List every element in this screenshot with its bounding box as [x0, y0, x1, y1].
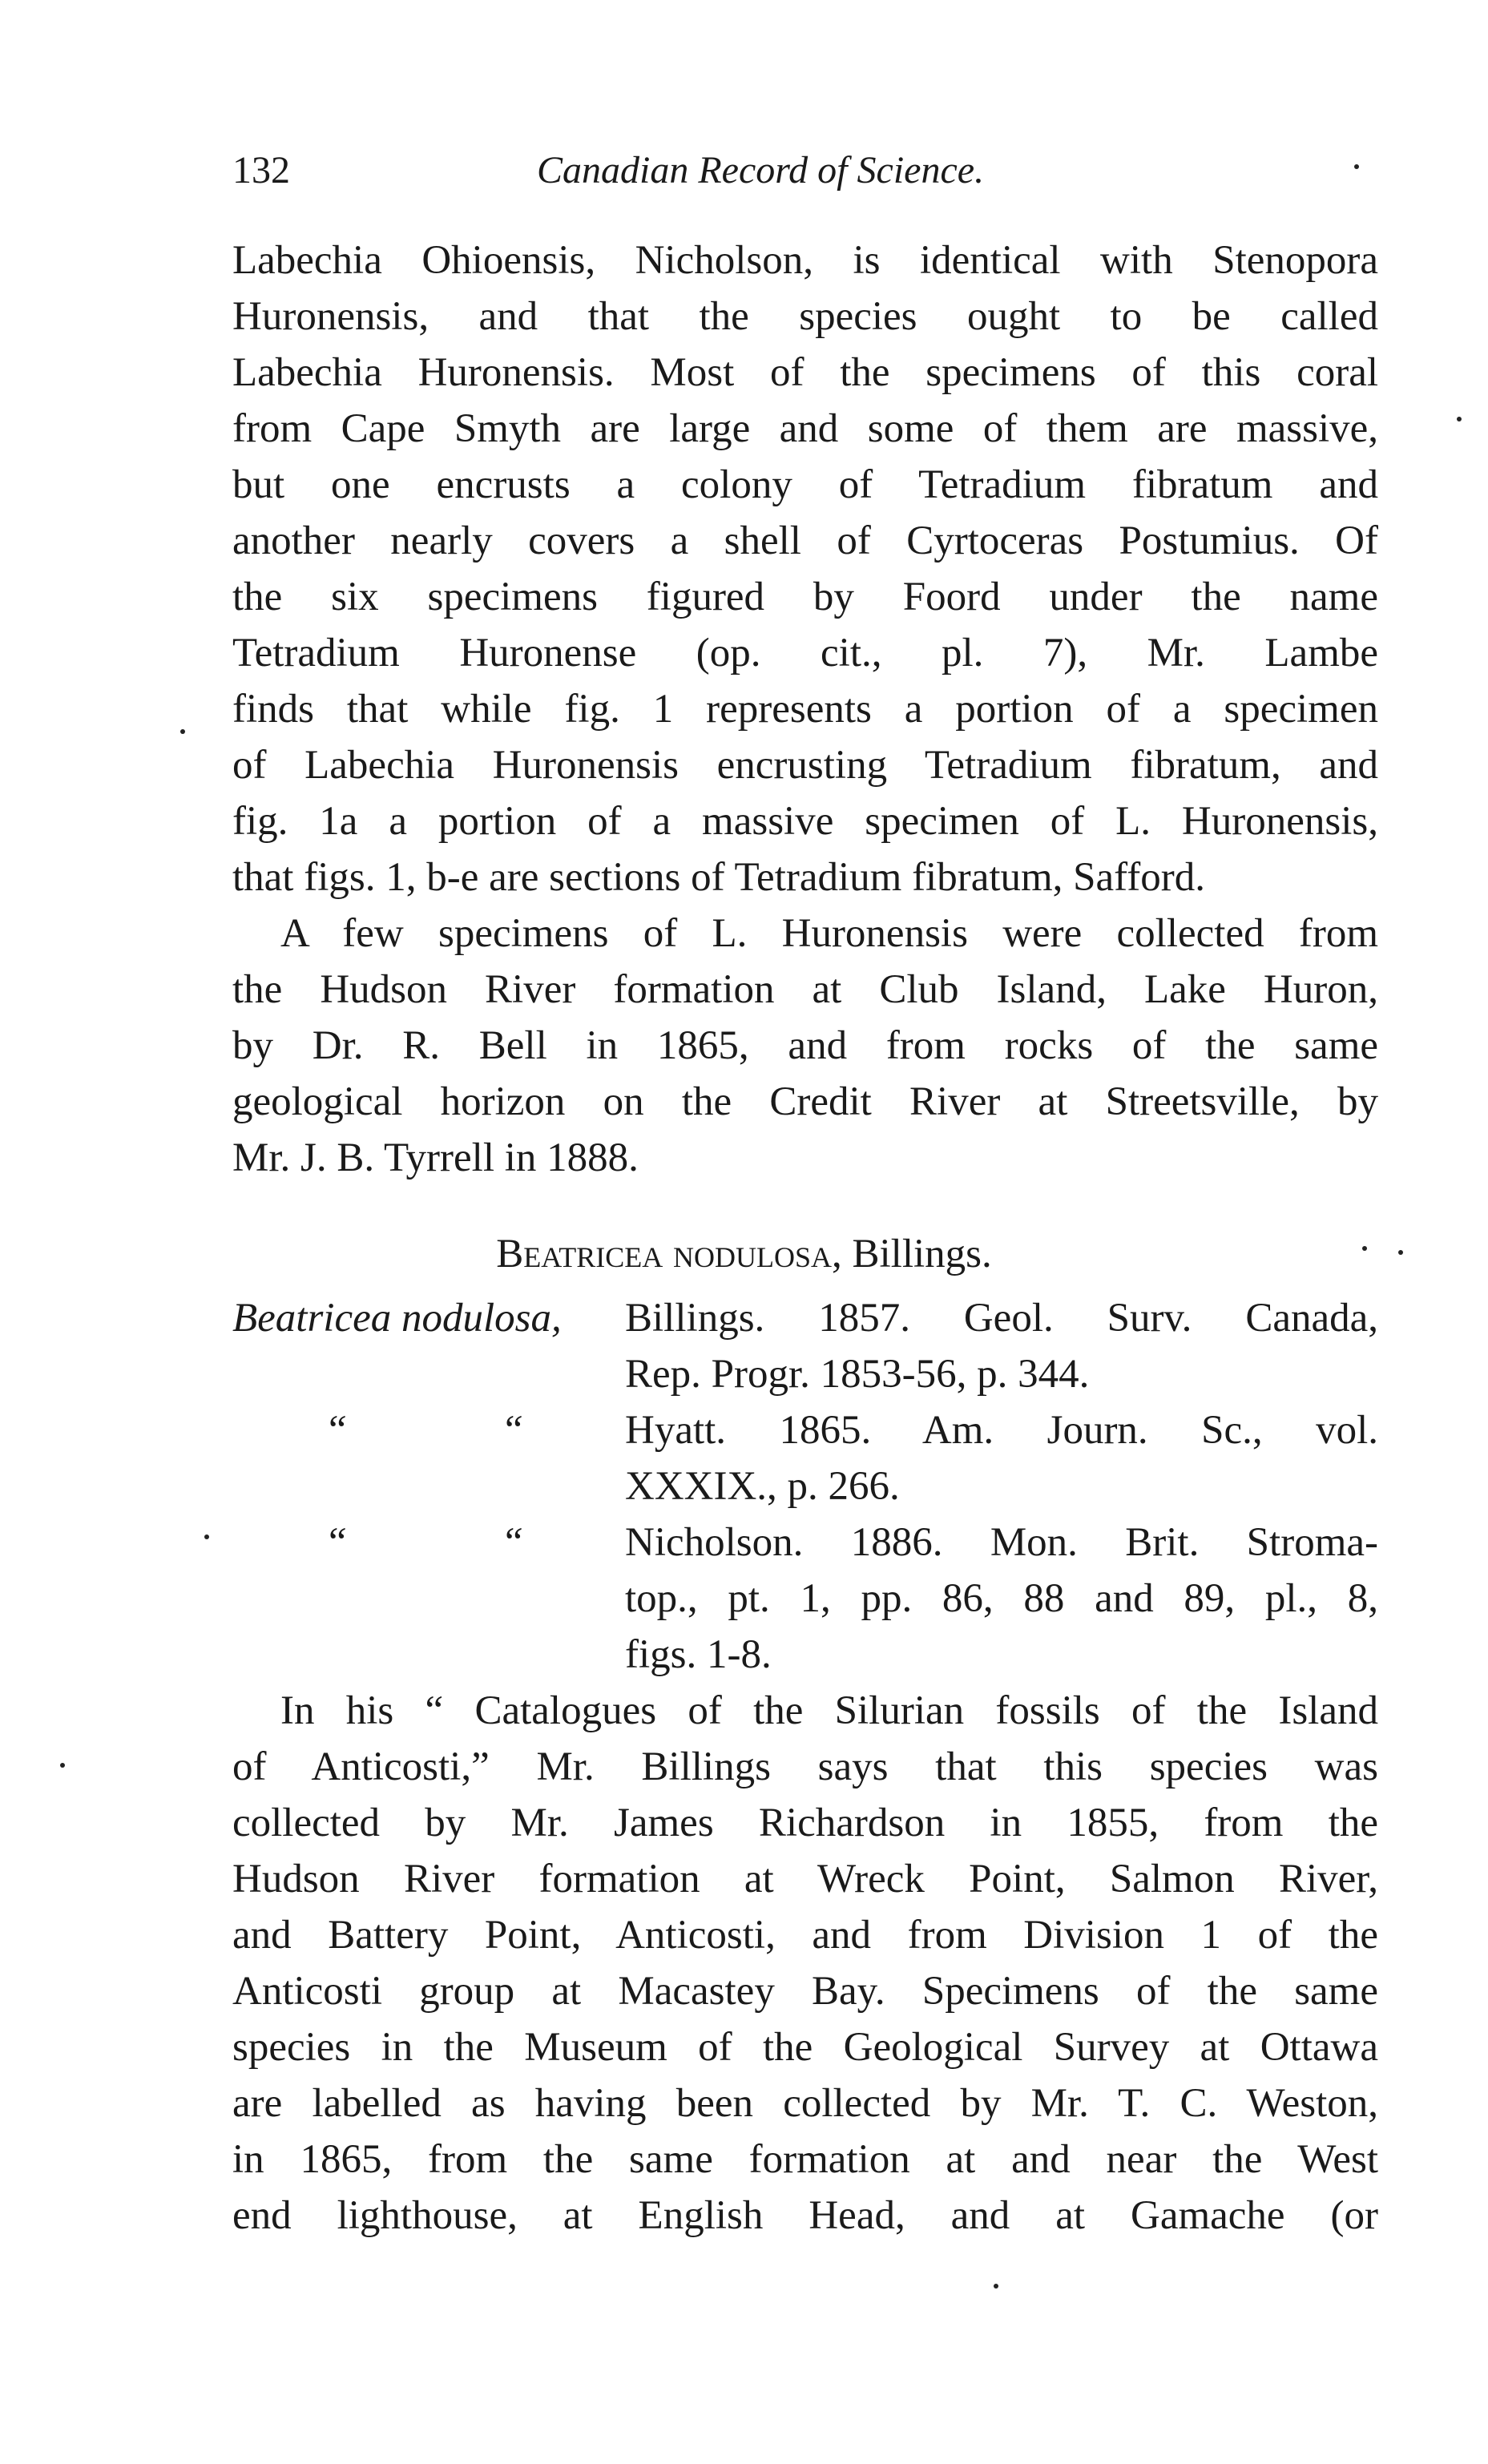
text-line: the six specimens figured by Foord under the name	[232, 575, 1378, 619]
running-head: Canadian Record of Science.	[537, 149, 985, 192]
page-number: 132	[232, 149, 290, 192]
text-line: geological horizon on the Credit River at Streetsville, by	[232, 1079, 1378, 1124]
text-line: from Cape Smyth are large and some of them are massive,	[232, 406, 1378, 451]
text-line: that figs. 1, b-e are sections of Tetradium fibratum, Safford.	[232, 855, 1205, 900]
page-header	[232, 135, 1378, 207]
text-line: Mr. J. B. Tyrrell in 1888.	[232, 1135, 639, 1180]
text-line: are labelled as having been collected by Mr. T. C. Weston,	[232, 2081, 1378, 2126]
text-line: Huronensis, and that the species ought to be called	[232, 294, 1378, 339]
synonym-entry-line: figs. 1-8.	[625, 1632, 772, 1677]
text-line: fig. 1a a portion of a massive specimen of L. Huronensis,	[232, 799, 1378, 844]
ditto-mark: “	[501, 1408, 524, 1453]
ditto-mark: “	[501, 1520, 524, 1565]
synonym-entry-line: top., pt. 1, pp. 86, 88 and 89, pl., 8,	[625, 1576, 1378, 1621]
scan-speck	[1457, 417, 1462, 421]
text-line: but one encrusts a colony of Tetradium fibratum and	[232, 462, 1378, 507]
text-line: the Hudson River formation at Club Island, Lake Huron,	[232, 967, 1378, 1012]
text-line: In his “ Catalogues of the Silurian fossils of the Island	[280, 1688, 1378, 1733]
scan-speck	[1354, 164, 1359, 169]
heading-author: Billings.	[852, 1232, 992, 1276]
text-line: Labechia Huronensis. Most of the specimens of this coral	[232, 350, 1378, 395]
ditto-mark: “	[325, 1520, 348, 1565]
scan-speck	[60, 1763, 65, 1768]
text-line: and Battery Point, Anticosti, and from Division 1 of the	[232, 1913, 1378, 1958]
text-line: by Dr. R. Bell in 1865, and from rocks of the same	[232, 1023, 1378, 1068]
text-line: another nearly covers a shell of Cyrtoceras Postumius. Of	[232, 518, 1378, 563]
scan-speck	[1362, 1246, 1367, 1251]
scan-speck	[204, 1534, 209, 1539]
text-line: species in the Museum of the Geological Survey at Ottawa	[232, 2025, 1378, 2070]
text-line: Hudson River formation at Wreck Point, Salmon River,	[232, 1857, 1378, 1901]
synonym-entry-line: XXXIX., p. 266.	[625, 1464, 900, 1509]
heading-species: Beatricea nodulosa,	[496, 1232, 842, 1276]
text-line: Anticosti group at Macastey Bay. Specimens of the same	[232, 1969, 1378, 2014]
scan-speck	[1398, 1250, 1403, 1255]
text-line: collected by Mr. James Richardson in 1855, from the	[232, 1801, 1378, 1845]
text-line: Tetradium Huronense (op. cit., pl. 7), Mr. Lambe	[232, 631, 1378, 675]
synonym-entry-line: Nicholson. 1886. Mon. Brit. Stroma-	[625, 1520, 1378, 1565]
text-line: A few specimens of L. Huronensis were collected from	[280, 911, 1378, 956]
text-line: in 1865, from the same formation at and near the West	[232, 2137, 1378, 2182]
text-line: of Anticosti,” Mr. Billings says that this species was	[232, 1744, 1378, 1789]
ditto-mark: “	[325, 1408, 348, 1453]
text-line: Labechia Ohioensis, Nicholson, is identical with Stenopora	[232, 238, 1378, 283]
synonym-entry-line: Billings. 1857. Geol. Surv. Canada,	[625, 1296, 1378, 1341]
synonym-entry-line: Hyatt. 1865. Am. Journ. Sc., vol.	[625, 1408, 1378, 1453]
text-line: end lighthouse, at English Head, and at Gamache (or	[232, 2193, 1378, 2238]
text-line: of Labechia Huronensis encrusting Tetradium fibratum, and	[232, 743, 1378, 788]
text-line: finds that while fig. 1 represents a portion of a specimen	[232, 687, 1378, 732]
scan-speck	[180, 729, 185, 734]
synonym-name: Beatricea nodulosa,	[232, 1296, 562, 1341]
section-heading	[0, 1226, 1488, 1282]
scan-speck	[994, 2284, 998, 2289]
synonym-entry-line: Rep. Progr. 1853-56, p. 344.	[625, 1352, 1090, 1397]
